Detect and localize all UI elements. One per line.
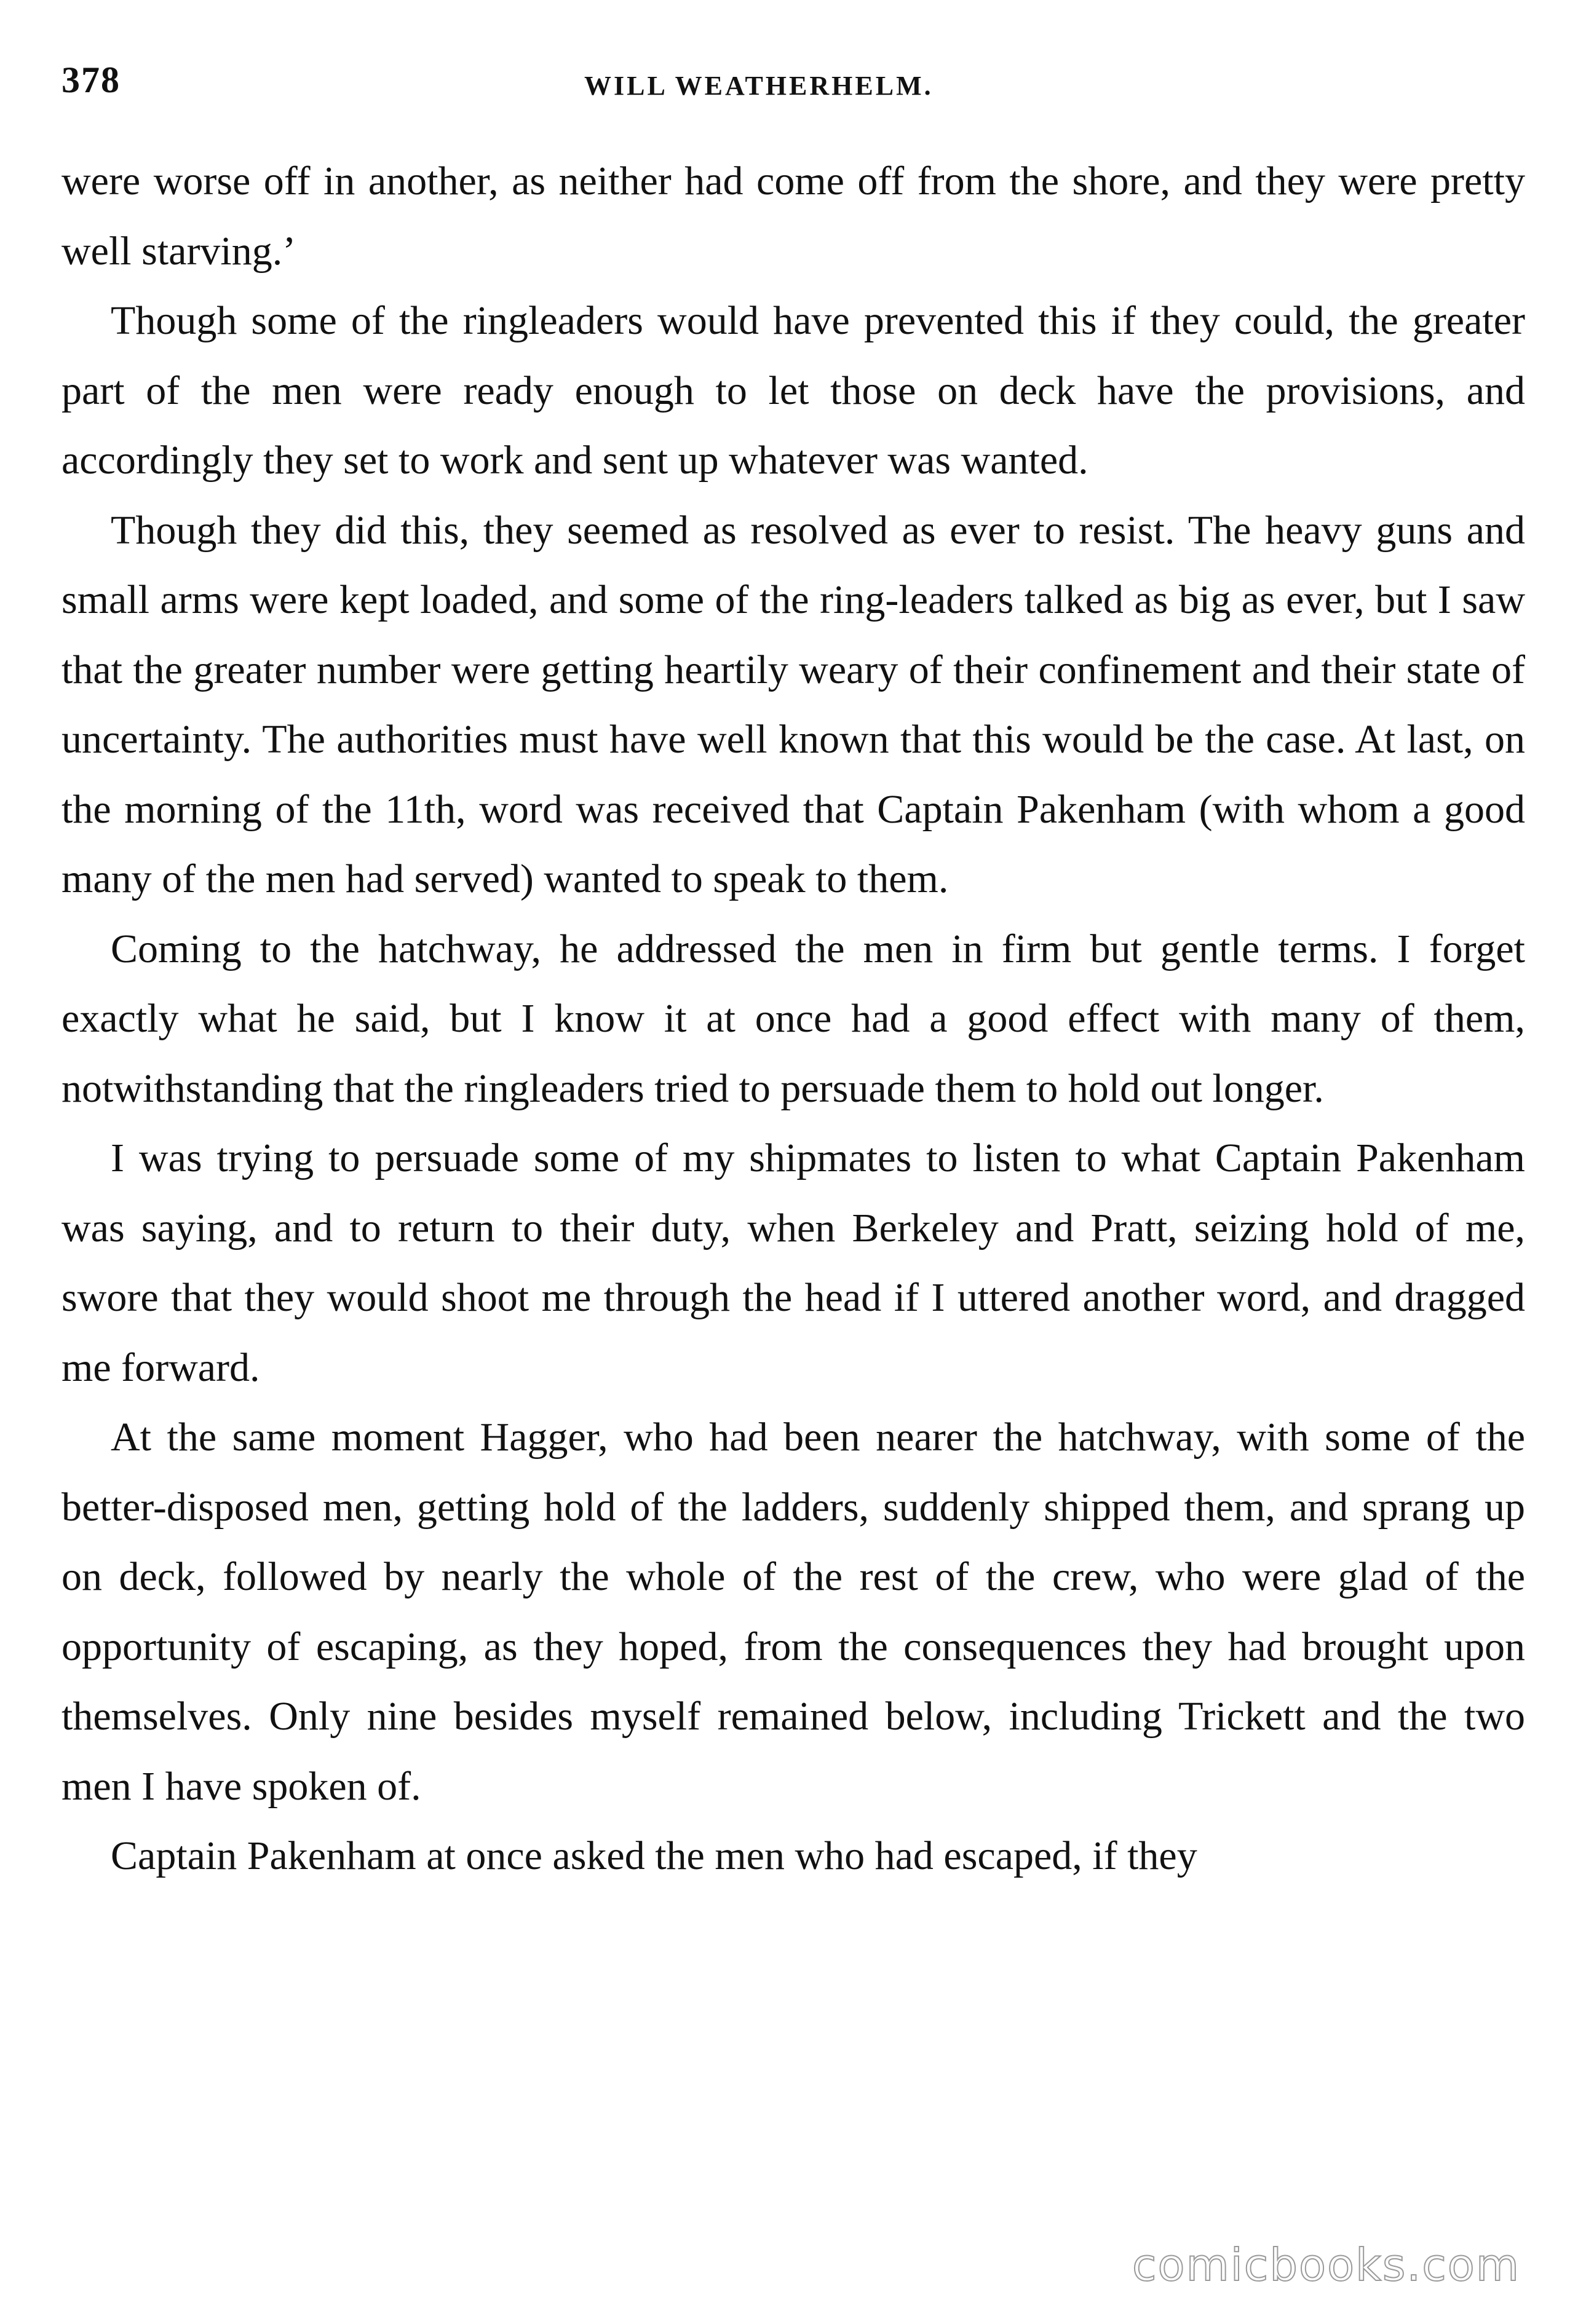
paragraph: Coming to the hatchway, he addressed the men in firm but gentle terms. I forget exactly what he said, but I know it at once had a good effect with many of them, notwithstanding that the ringleaders tried to persuade them to hold out longer. bbox=[61, 926, 1525, 1111]
paragraph: Though they did this, they seemed as resolved as ever to resist. The heavy guns and small arms were kept loaded, and some of the ring-leaders talked as big as ever, but I saw that the greater number were getting heartily weary of their confinement and their state of uncertainty. The authorities must have well known that this would be the case. At last, on the morning of the 11th, word was received that Captain Pakenham (with whom a good many of the men had served) wanted to speak to them. bbox=[61, 507, 1525, 901]
running-head: WILL WEATHERHELM. bbox=[584, 71, 934, 101]
paragraph: Though some of the ringleaders would have prevented this if they could, the greater part of the men were ready enough to let those on deck have the provisions, and accordingly they set to work and sent up whatever was wanted. bbox=[61, 298, 1525, 483]
watermark: comicbooks.com bbox=[1132, 2239, 1520, 2291]
paragraph-continued: were worse off in another, as neither had come off from the shore, and they were pretty well starving.’ bbox=[61, 159, 1525, 274]
paragraph: I was trying to persuade some of my shipmates to listen to what Captain Pakenham was saying, and to return to their duty, when Berkeley and Pratt, seizing hold of me, swore that they would shoot me through the head if I uttered another word, and dragged me forward. bbox=[61, 1136, 1525, 1390]
page-header bbox=[61, 59, 1525, 114]
paragraph-last: Captain Pakenham at once asked the men who had escaped, if they bbox=[111, 1833, 1197, 1878]
page-number: 378 bbox=[61, 60, 121, 100]
paragraph: At the same moment Hagger, who had been nearer the hatchway, with some of the better-disposed men, getting hold of the ladders, suddenly shipped them, and sprang up on deck, followed by nearly the whole of the rest of the crew, who were glad of the opportunity of escaping, as they hoped, from the consequences they had brought upon themselves. Only nine besides myself remained below, including Trickett and the two men I have spoken of. bbox=[61, 1415, 1525, 1809]
body-text bbox=[61, 146, 1525, 1891]
